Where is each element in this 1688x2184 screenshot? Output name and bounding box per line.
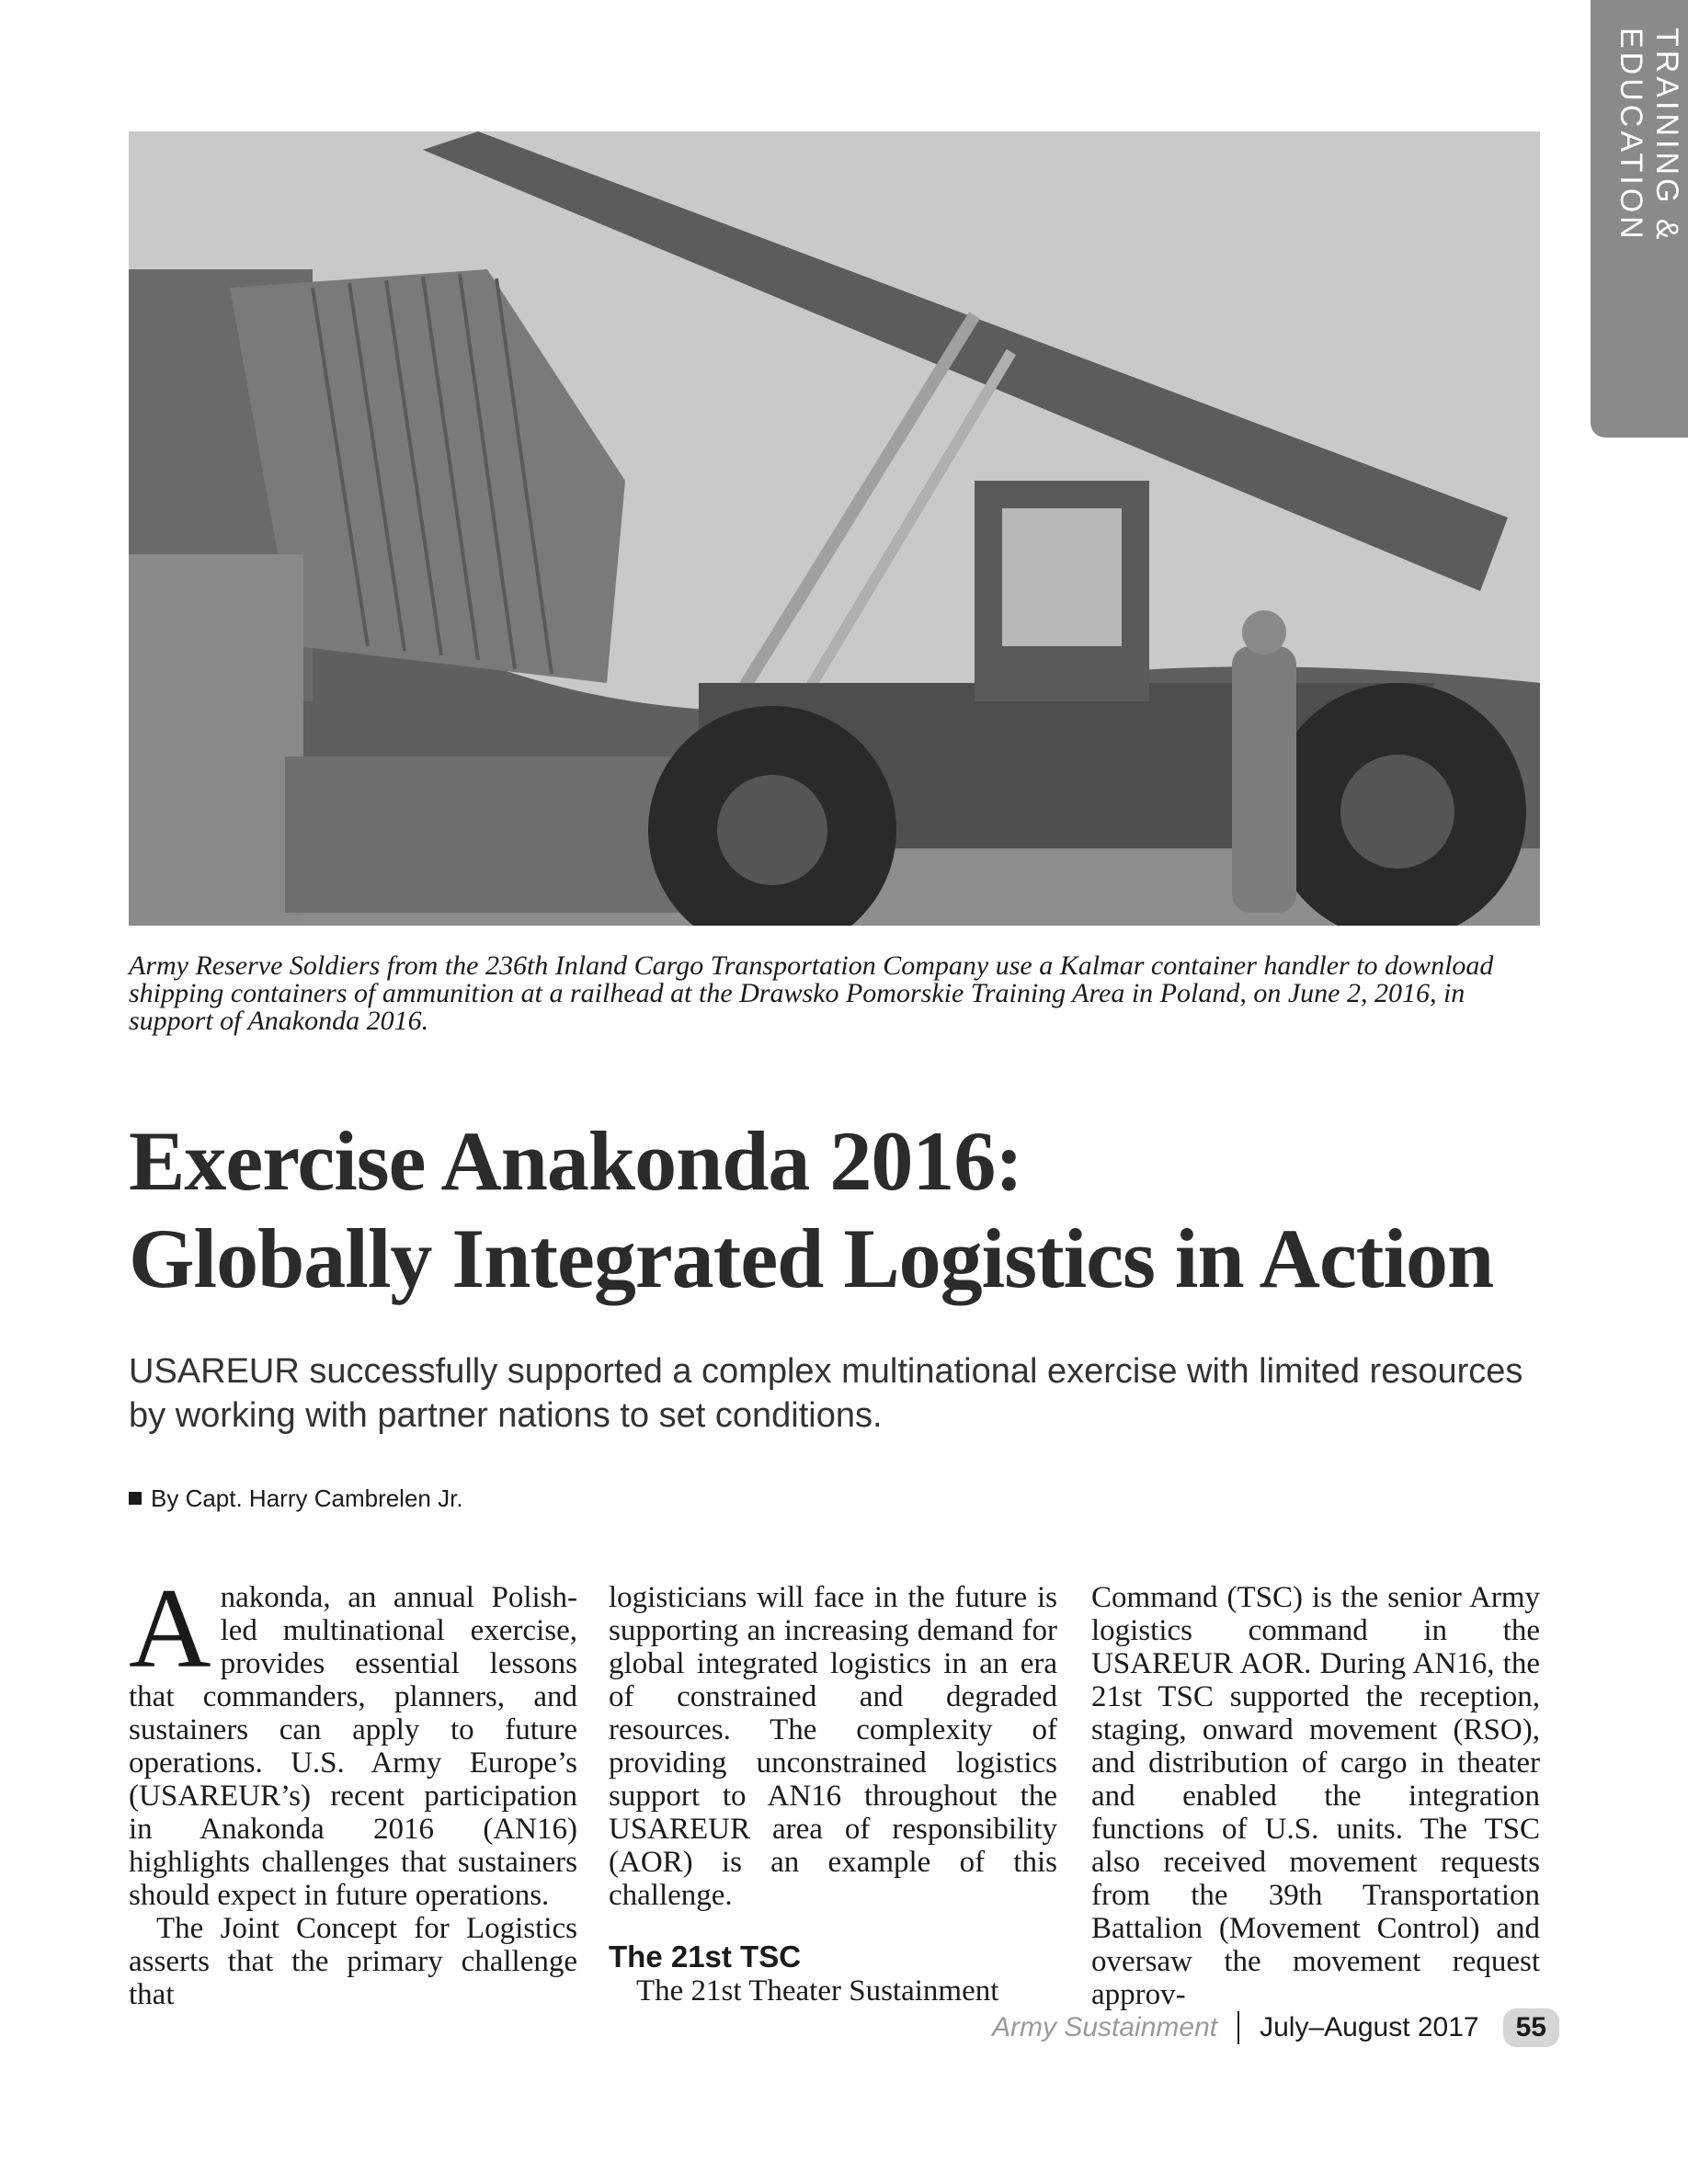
photo-caption: Army Reserve Soldiers from the 236th Inland Cargo Transportation Company use a Kalmar container handler to download shipping containers of ammunition at a railhead at the Drawsko Pomorskie Training Area in Poland, on June 2, 2016, in support of Anakonda 2016. [129,950,1494,1036]
article-column-3 [1091,1581,1540,2011]
title-line-1: Exercise Anakonda 2016: [129,1114,1023,1208]
publication-name: Army Sustainment [992,2012,1218,2042]
byline [129,1484,463,1513]
issue-date: July–August 2017 [1260,2012,1479,2042]
section-heading: The 21st TSC [609,1939,802,1974]
footer-divider [1237,2011,1239,2044]
paragraph-logisticians: logisticians will face in the future is supporting an increasing demand for global integrated logistics in an era of constrained and degraded resources. The complexity of providing unconstrained logistics support to AN16 throughout the USAREUR area of responsibility (AOR) is an example of this challenge. [609,1581,1057,1912]
page-footer [992,2008,1559,2047]
section-tab [1591,0,1688,438]
paragraph-intro: nakonda, an annual Polish-led multinational exercise, provides essential lessons that commanders, planners, and sustainers can apply to future operations. U.S. Army Europe’s (USAREUR’s) recent participation in Anakonda 2016 (AN16) highlights challenges that sustainers should expect in future operations. [129,1581,577,1912]
title-line-2: Globally Integrated Logistics in Action [129,1211,1494,1305]
page-number: 55 [1503,2008,1559,2047]
container-handler-photo-icon [129,131,1540,926]
paragraph-tsc-command: Command (TSC) is the senior Army logistics command in the USAREUR AOR. During AN16, the 21st TSC supported the reception, staging, onward movement (RSO), and distribution of cargo in theater and enabled the integration functions of U.S. units. The TSC also received movement requests from the 39th Transportation Battalion (Movement Control) and oversaw the movement request approv- [1091,1581,1540,2011]
drop-cap: A [129,1565,211,1691]
article-title [129,1112,1563,1307]
paragraph-21st-tsc: The 21st Theater Sustainment [636,1974,999,2008]
article-subtitle: USAREUR successfully supported a complex multinational exercise with limited resources by working with partner nations to set conditions. [129,1352,1523,1435]
square-bullet-icon [129,1492,142,1505]
section-tab-label: TRAINING & EDUCATION [1614,28,1684,244]
paragraph-joint-concept: The Joint Concept for Logistics asserts that the primary challenge that [129,1912,577,2011]
article-column-1 [129,1565,577,2011]
byline-text: By Capt. Harry Cambrelen Jr. [151,1484,463,1512]
article-photo [129,131,1540,926]
article-column-2 [609,1581,1057,2008]
